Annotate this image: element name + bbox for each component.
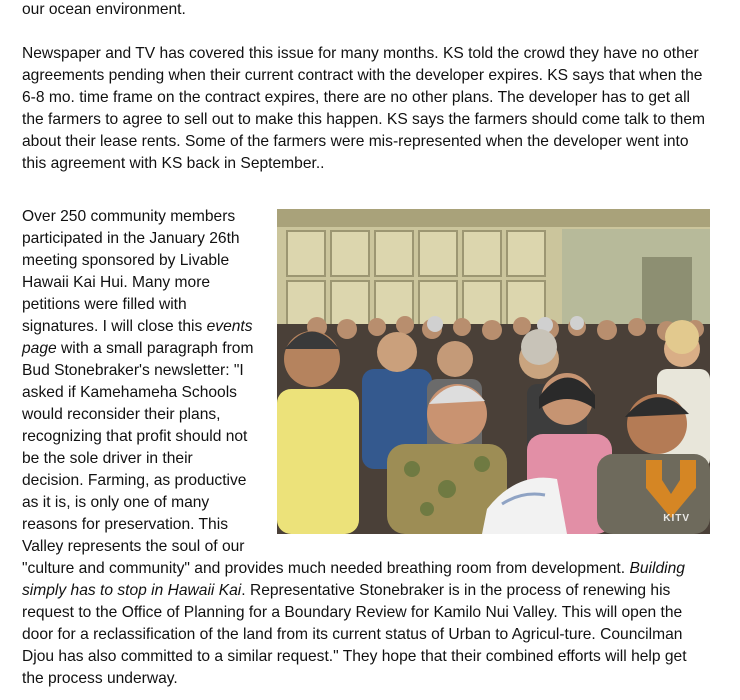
text-line: door for a reclassification of the land from its current status of Urban to Agricul-ture. Councilman [22, 626, 683, 643]
text-line: asked if Kamehameha Schools [22, 384, 237, 401]
text-line: the farmers to agree to sell out to make this happen. KS says the farmers should come talk to them [22, 111, 705, 128]
text-line: Bud Stonebraker's newsletter: "I [22, 362, 244, 379]
kitv-watermark: KITV [663, 513, 690, 524]
emphasis-building: Building [629, 560, 685, 577]
text-run: signatures. I will close this [22, 318, 207, 335]
text-line: request to the Office of Planning for a Boundary Review for Kamilo Nui Valley. This will open the [22, 604, 683, 621]
text-line: petitions were filled with [22, 296, 187, 313]
text-line: agreements pending when their current contract with the developer expires. KS says that when the [22, 67, 703, 84]
text-line [22, 580, 722, 602]
text-line: the process underway. [22, 670, 178, 687]
text-line: Valley represents the soul of our [22, 538, 245, 555]
text-line [22, 558, 722, 580]
text-line: Over 250 community members [22, 208, 236, 225]
text-line: be the sole driver in their [22, 450, 193, 467]
emphasis-page: page [22, 340, 57, 357]
text-run: . Representative Stonebraker is in the process of renewing his [241, 582, 671, 599]
text-line: decision. Farming, as productive [22, 472, 247, 489]
emphasis-events: events [206, 318, 253, 335]
text-line: 6-8 mo. time frame on the contract expires, there are no other plans. The developer has to get all [22, 89, 691, 106]
text-line: as it is, is only one of many [22, 494, 210, 511]
text-run: with a small paragraph from [56, 340, 254, 357]
text-line: Djou has also committed to a similar request." They hope that their combined efforts will help get [22, 648, 687, 665]
text-line: recognizing that profit should not [22, 428, 248, 445]
text-line: Hawaii Kai Hui. Many more [22, 274, 211, 291]
text-run: "culture and community" and provides much needed breathing room from development. [22, 560, 630, 577]
text-line: would reconsider their plans, [22, 406, 221, 423]
text-line: about their lease rents. Some of the farmers were mis-represented when the developer went into [22, 133, 689, 150]
text-line [22, 316, 267, 338]
emphasis-stop-hawaii-kai: simply has to stop in Hawaii Kai [22, 582, 242, 599]
text-line: reasons for preservation. This [22, 516, 228, 533]
paragraph-ocean [22, 0, 722, 21]
text-line: this agreement with KS back in September.. [22, 155, 325, 172]
text-line: Newspaper and TV has covered this issue for many months. KS told the crowd they have no other [22, 45, 699, 62]
text-line: participated in the January 26th [22, 230, 240, 247]
text-line: our ocean environment. [22, 1, 186, 18]
paragraph-news-coverage [22, 43, 722, 175]
community-meeting-photo [277, 209, 710, 534]
text-line [22, 338, 267, 360]
text-line: meeting sponsored by Livable [22, 252, 230, 269]
